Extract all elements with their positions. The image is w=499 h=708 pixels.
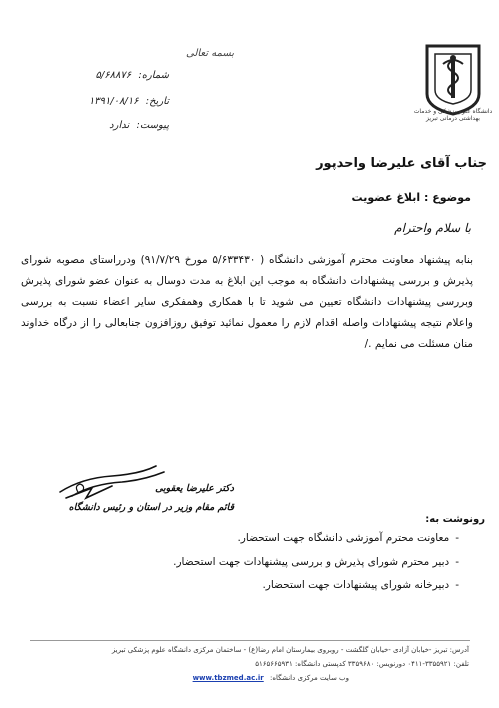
bullet-icon: - [455,532,459,544]
logo-caption: دانشگاه علوم پزشکی و خدمات بهداشتی درمانی تبریز [413,108,493,122]
number-label: شماره: [138,70,169,81]
subject-value: ابلاغ عضویت [351,191,421,204]
university-logo [421,40,485,118]
greeting: با سلام واحترام [394,221,471,235]
footer-phones: تلفن: ۳۳۵۵۹۲۱-۰۴۱۱ دورنویس: ۳۳۵۹۶۸۰ کدپستی دانشگاه: ۵۱۶۵۶۶۵۹۳۱ [255,660,469,668]
copy-item: -دبیر محترم شورای پذیرش و بررسی پیشنهادات جهت استحضار. [173,556,459,568]
attachment-value: ندارد [109,120,130,131]
copy-item: -دبیرخانه شورای پیشنهادات جهت استحضار. [262,579,459,591]
bullet-icon: - [455,556,459,568]
letter-date [89,96,169,107]
attachment-label: پیوست: [136,120,169,131]
footer-address: آدرس: تبریز -خیابان آزادی -خیابان گلگشت - روبروی بیمارستان امام رضا(ع) - ساختمان مرکزی دانشگاه علوم پزشکی تبریز [111,646,469,654]
copies-label: رونوشت به: [425,514,485,525]
footer-divider [30,640,470,641]
letter-number [96,70,169,81]
copy-item: -معاونت محترم آموزشی دانشگاه جهت استحضار. [237,532,459,544]
number-value: ۵/۶۸۸۷۶ [95,70,132,81]
letter-body: بنابه پیشنهاد معاونت محترم آموزشی دانشگاه ( ۵/۶۳۳۴۳۰ مورخ ۹۱/۷/۲۹) ودرراستای مصوبه شورای پذیرش و بررسی پیشنهادات دانشگاه به موجب این ابلاغ به مدت دوسال به عنوان عضو شورای پذیرش وبررسی پیشنهادات دانشگاه تعیین می شوید تا با همکاری وهمفکری سایر اعضاء نسبت به بررسی واعلام نتیجه پیشنهادات واصله اقدام لازم را معمول نمائید توفیق روزافزون جنابعالی را از درگاه خداوند منان مسئلت می نمایم ./ [21,254,473,350]
recipient: جناب آقای علیرضا واحدپور [316,156,487,171]
bullet-icon: - [455,579,459,591]
signer-title: قائم مقام وزیر در استان و رئیس دانشگاه [68,502,234,513]
basmala: بسمه تعالی [186,48,235,59]
date-value: ۱۳۹۱/۰۸/۱۶ [88,96,139,107]
subject [352,191,471,204]
letter-attachment [109,120,169,131]
signer-name: دکتر علیرضا یعقوبی [155,483,234,494]
website-link[interactable]: www.tbzmed.ac.ir [192,674,264,682]
subject-label: موضوع : [424,191,471,204]
footer-website [193,674,349,682]
footer-web-label: وب سایت مرکزی دانشگاه: [269,674,349,682]
date-label: تاریخ: [145,96,169,107]
